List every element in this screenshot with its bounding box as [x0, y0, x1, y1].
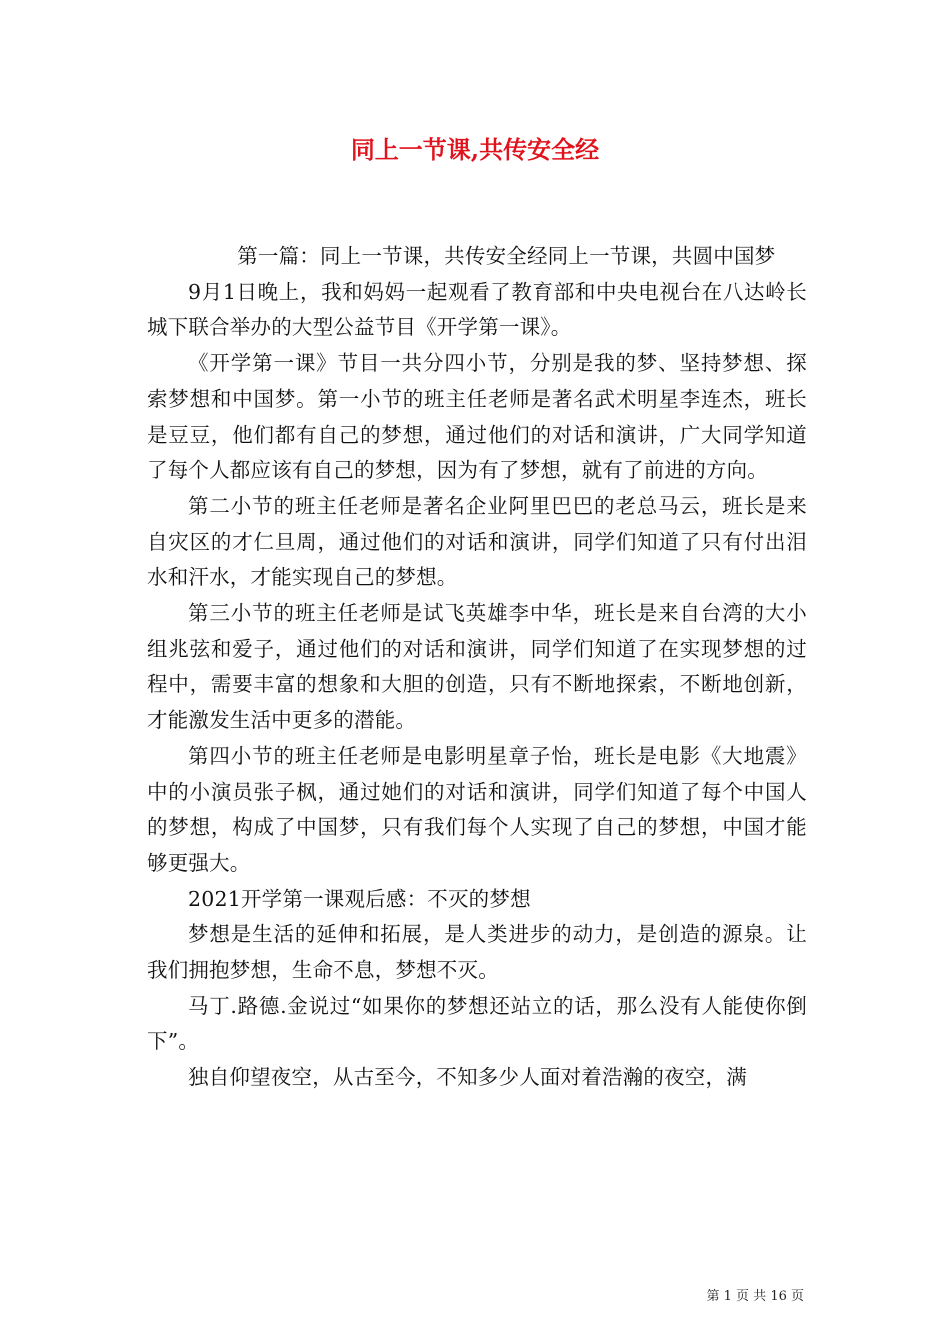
paragraph: 9月1日晚上，我和妈妈一起观看了教育部和中央电视台在八达岭长城下联合举办的大型公益节目《开学第一课》。 [147, 279, 807, 340]
paragraph: 马丁.路德.金说过“如果你的梦想还站立的话，那么没有人能使你倒下”。 [147, 993, 807, 1054]
paragraph: 第四小节的班主任老师是电影明星章子怡，班长是电影《大地震》中的小演员张子枫，通过她们的对话和演讲，同学们知道了每个中国人的梦想，构成了中国梦，只有我们每个人实现了自己的梦想，中国才能够更强大。 [147, 743, 807, 875]
paragraph: 第三小节的班主任老师是试飞英雄李中华，班长是来自台湾的大小组兆弦和爱子，通过他们的对话和演讲，同学们知道了在实现梦想的过程中，需要丰富的想象和大胆的创造，只有不断地探索，不断地创新，才能激发生活中更多的潜能。 [147, 601, 807, 733]
paragraph: 《开学第一课》节目一共分四小节，分别是我的梦、坚持梦想、探索梦想和中国梦。第一小节的班主任老师是著名武术明星李连杰，班长是豆豆，他们都有自己的梦想，通过他们的对话和演讲，广大同学知道了每个人都应该有自己的梦想，因为有了梦想，就有了前进的方向。 [147, 351, 807, 483]
paragraph: 独自仰望夜空，从古至今，不知多少人面对着浩瀚的夜空，满 [188, 1065, 747, 1090]
paragraph: 第一篇：同上一节课，共传安全经同上一节课，共圆中国梦 [237, 244, 776, 268]
paragraph: 梦想是生活的延伸和拓展，是人类进步的动力，是创造的源泉。让我们拥抱梦想，生命不息，梦想不灭。 [147, 922, 807, 983]
paragraph: 2021开学第一课观后感：不灭的梦想 [188, 886, 531, 911]
document-title: 同上一节课,共传安全经 [350, 135, 600, 164]
document-body [147, 239, 807, 1096]
paragraph: 第二小节的班主任老师是著名企业阿里巴巴的老总马云，班长是来自灾区的才仁旦周，通过他们的对话和演讲，同学们知道了只有付出泪水和汗水，才能实现自己的梦想。 [147, 493, 807, 590]
page-number-footer: 第 1 页 共 16 页 [706, 1289, 804, 1304]
